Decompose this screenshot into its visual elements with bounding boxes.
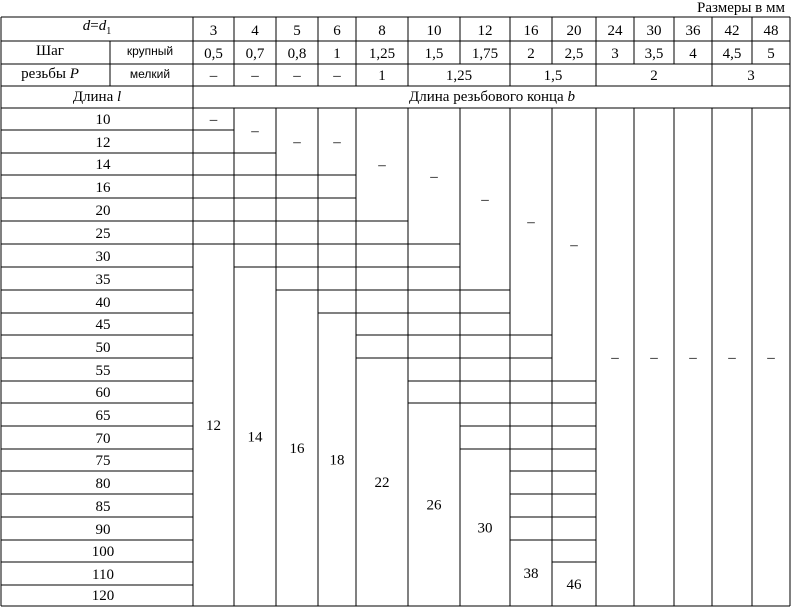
length-value: 90 xyxy=(95,522,111,538)
length-value: 65 xyxy=(95,408,111,424)
length-value: 16 xyxy=(95,180,111,196)
fine-pitch-value: 1 xyxy=(378,68,386,84)
coarse-pitch-value: 2,5 xyxy=(564,46,584,62)
coarse-pitch-value: 1 xyxy=(333,46,341,62)
diameter-value: 5 xyxy=(293,23,301,39)
diameter-value: 10 xyxy=(426,23,442,39)
coarse-pitch-value: 0,7 xyxy=(245,46,265,62)
coarse-pitch-value: 2 xyxy=(527,46,535,62)
thread-end-length-value: 30 xyxy=(477,520,493,537)
diameter-value: 24 xyxy=(607,23,623,39)
length-value: 12 xyxy=(95,135,111,151)
dash-mark: – xyxy=(611,350,619,366)
length-value: 14 xyxy=(95,157,111,173)
dash-mark: – xyxy=(251,123,259,140)
coarse-pitch-value: 1,25 xyxy=(368,46,396,62)
diameter-value: 3 xyxy=(209,23,218,39)
dash-mark: – xyxy=(527,214,535,231)
dash-mark: – xyxy=(378,157,386,174)
fine-pitch-value: – xyxy=(209,68,218,84)
length-value: 20 xyxy=(95,203,111,219)
length-value: 100 xyxy=(91,544,115,560)
diameter-value: 42 xyxy=(724,23,740,39)
diameter-value: 36 xyxy=(685,23,701,39)
diameter-value: 12 xyxy=(477,23,493,39)
length-value: 40 xyxy=(95,295,111,311)
pitch-label-line1: Шаг xyxy=(36,43,64,59)
dash-mark: – xyxy=(481,192,489,208)
length-value: 45 xyxy=(95,317,111,333)
thread-end-length-value: 38 xyxy=(523,566,539,582)
thread-end-length-value: 14 xyxy=(247,429,263,446)
fine-pitch-value: – xyxy=(293,68,301,84)
coarse-pitch-value: 3,5 xyxy=(644,46,664,62)
length-value: 75 xyxy=(95,453,111,469)
length-value: 55 xyxy=(95,363,111,379)
length-value: 85 xyxy=(95,499,111,515)
fine-pitch-value: 1,5 xyxy=(543,68,563,84)
dash-mark: – xyxy=(570,237,578,254)
coarse-pitch-value: 0,8 xyxy=(287,46,307,62)
coarse-pitch-label: крупный xyxy=(126,44,174,58)
thread-end-length-value: 16 xyxy=(289,441,305,457)
diameter-value: 8 xyxy=(378,23,386,39)
length-value: 10 xyxy=(95,112,111,128)
thread-end-length-value: 26 xyxy=(426,497,442,514)
thread-end-length-value: 18 xyxy=(329,452,345,469)
length-value: 35 xyxy=(95,272,111,288)
fine-pitch-label: мелкий xyxy=(129,67,171,81)
coarse-pitch-value: 3 xyxy=(611,46,619,62)
fine-pitch-value: – xyxy=(251,68,259,84)
length-value: 60 xyxy=(95,385,111,401)
table-grid-lines xyxy=(1,17,790,606)
coarse-pitch-value: 0,5 xyxy=(204,46,223,62)
length-value: 110 xyxy=(92,567,114,583)
dash-mark: – xyxy=(650,350,658,366)
diameter-value: 20 xyxy=(566,23,582,39)
thread-end-length-header: Длина резьбового конца b xyxy=(409,89,575,105)
length-value: 120 xyxy=(91,588,115,604)
diameter-value: 16 xyxy=(523,23,539,39)
d-equals-d1-label: $d=d_1$ xyxy=(82,18,112,37)
fine-pitch-value: 2 xyxy=(650,68,658,84)
dash-mark: – xyxy=(209,112,218,128)
dash-mark: – xyxy=(293,134,301,151)
length-value: 80 xyxy=(95,476,111,492)
diameter-value: 48 xyxy=(763,23,779,39)
thread-end-length-value: 46 xyxy=(566,577,582,593)
thread-end-length-value: 22 xyxy=(374,475,390,491)
units-note: Размеры в мм xyxy=(696,0,785,16)
coarse-pitch-value: 1,75 xyxy=(471,46,499,62)
dash-mark: – xyxy=(728,350,736,366)
pitch-label-line2: резьбы P xyxy=(21,66,79,82)
diameter-value: 30 xyxy=(646,23,662,39)
length-value: 25 xyxy=(95,226,111,242)
coarse-pitch-value: 5 xyxy=(767,46,775,62)
length-value: 70 xyxy=(95,431,111,447)
dash-mark: – xyxy=(333,134,341,151)
dash-mark: – xyxy=(689,350,697,366)
dash-mark: – xyxy=(767,350,775,366)
diameter-value: 4 xyxy=(251,23,259,39)
length-l-header: Длина l xyxy=(72,89,122,105)
coarse-pitch-value: 1,5 xyxy=(424,46,444,62)
dash-mark: – xyxy=(430,169,438,185)
fine-pitch-value: – xyxy=(333,68,341,84)
coarse-pitch-value: 4,5 xyxy=(722,46,742,62)
thread-end-length-value: 12 xyxy=(206,418,221,434)
fine-pitch-value: 1,25 xyxy=(445,68,473,84)
fine-pitch-value: 3 xyxy=(747,68,755,84)
length-value: 50 xyxy=(95,340,111,356)
diameter-value: 6 xyxy=(333,23,341,39)
length-value: 30 xyxy=(95,249,111,265)
coarse-pitch-value: 4 xyxy=(689,46,697,62)
